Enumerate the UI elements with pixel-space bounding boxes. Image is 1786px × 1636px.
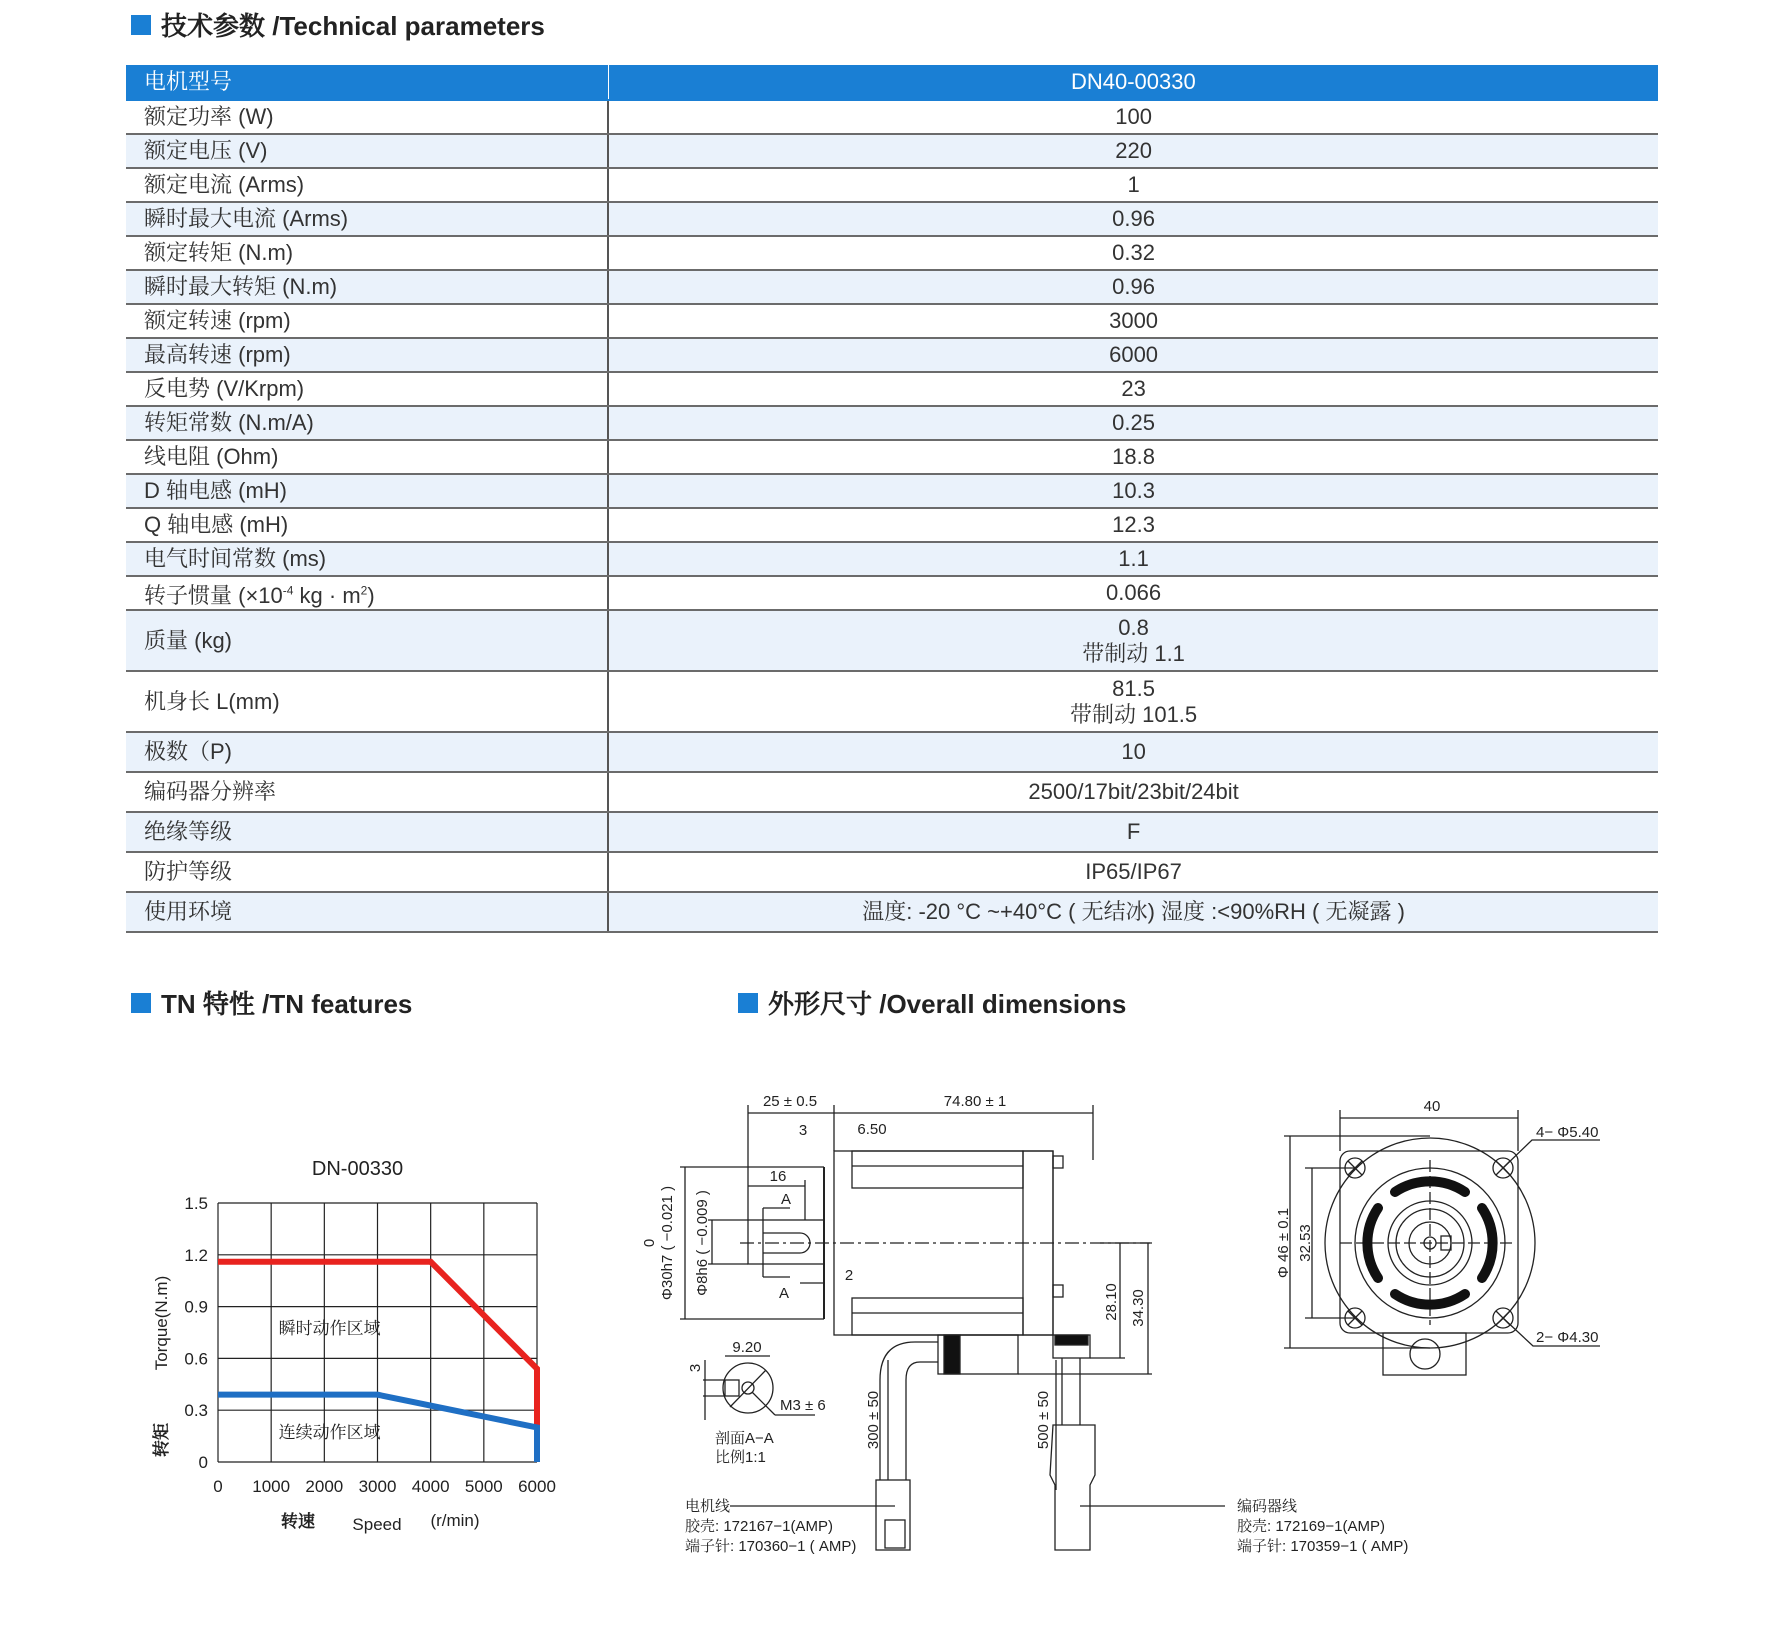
label-text: 额定转速 (rpm) (144, 308, 291, 333)
y-tick-label: 0.6 (184, 1349, 208, 1369)
table-row (126, 732, 1658, 772)
dim-height-2: 34.30 (1130, 1289, 1147, 1327)
x-tick-label: 5000 (464, 1477, 503, 1496)
table-row (126, 304, 1658, 338)
dim-hole-pitch: 32.53 (1297, 1224, 1314, 1262)
label-text: 机身长 L(mm) (144, 688, 280, 714)
x-tick-label: 0 (213, 1477, 223, 1496)
tn-chart (120, 1130, 590, 1550)
x-tick-label: 4000 (411, 1477, 450, 1496)
value-text: 100 (1115, 104, 1152, 129)
scale-label: 比例1:1 (715, 1449, 766, 1466)
dim-key-width: 9.20 (732, 1339, 762, 1356)
label-text: 编码器分辨率 (144, 779, 277, 804)
dim-flange-tolerance: 0 (641, 1238, 658, 1248)
label-text: 绝缘等级 (144, 819, 233, 844)
table-row (126, 134, 1658, 168)
label-text: 极数（P) (144, 739, 233, 764)
label-text: 转子惯量 ($\times 10^{-4}$ kg · $m^2$) (144, 582, 375, 608)
param-label (126, 406, 608, 440)
param-label (126, 270, 608, 304)
dim-shaft-length: 25 ± 0.5 (762, 1093, 818, 1110)
motor-cable-title: 电机线 (685, 1498, 731, 1515)
param-label (126, 610, 608, 671)
param-label (126, 134, 608, 168)
value-text: 0.25 (1112, 410, 1155, 435)
table-row (126, 772, 1658, 812)
label-text: D 轴电感 (mH) (144, 478, 287, 503)
param-label (126, 236, 608, 270)
table-row (126, 202, 1658, 236)
param-label (126, 732, 608, 772)
table-row (126, 812, 1658, 852)
param-value (608, 772, 1658, 812)
value-text: 0.32 (1112, 240, 1155, 265)
label-text: 额定电流 (Arms) (144, 172, 305, 197)
param-label (126, 508, 608, 542)
table-row (126, 542, 1658, 576)
y-tick-label: 0 (198, 1453, 208, 1472)
param-label (126, 440, 608, 474)
x-axis-label-cn: 转速 (281, 1512, 315, 1531)
param-value (608, 508, 1658, 542)
dim-height-1: 28.10 (1103, 1283, 1120, 1321)
chart-title: DN-00330 (311, 1158, 404, 1180)
param-value (608, 406, 1658, 440)
table-header-row (126, 65, 1658, 100)
table-row (126, 168, 1658, 202)
value-text: 2500/17bit/23bit/24bit (1028, 779, 1239, 804)
encoder-cable-housing: 胶壳: 172169−1(AMP) (1237, 1518, 1385, 1535)
value-text: 0.96 (1112, 206, 1155, 231)
section-marker-icon (738, 993, 758, 1013)
dim-gap: 2 (844, 1267, 854, 1284)
table-row (126, 270, 1658, 304)
table-row (126, 852, 1658, 892)
label-text: 防护等级 (144, 859, 233, 884)
table-row-length (126, 671, 1658, 732)
value-text-brake: 带制动 101.5 (1069, 701, 1198, 727)
y-axis-label: Torque(N.m) (152, 1275, 171, 1371)
value-text: 10 (1121, 739, 1146, 764)
table-row (126, 236, 1658, 270)
value-text: 1 (1127, 172, 1140, 197)
param-value (608, 610, 1658, 671)
header-label: 电机型号 (126, 65, 608, 100)
section-marker-icon (131, 15, 151, 35)
param-value (608, 732, 1658, 772)
header-model: DN40-00330 (608, 65, 1658, 100)
value-text: F (1126, 819, 1141, 844)
y-tick-label: 1.5 (184, 1194, 208, 1213)
param-label (126, 671, 608, 732)
table-row (126, 100, 1658, 134)
x-tick-label: 1000 (252, 1477, 291, 1496)
value-text: 0.96 (1112, 274, 1155, 299)
param-label (126, 892, 608, 932)
label-text: 使用环境 (144, 899, 233, 924)
y-axis-label-cn: 转矩 (152, 1423, 171, 1457)
param-value (608, 304, 1658, 338)
encoder-cable-title: 编码器线 (1237, 1498, 1298, 1515)
spec-table (126, 65, 1658, 933)
value-text: IP65/IP67 (1085, 859, 1182, 884)
param-label (126, 812, 608, 852)
dim-holes-2: 2− Φ4.30 (1536, 1329, 1599, 1346)
annotation-peak: 瞬时动作区域 (278, 1319, 381, 1339)
label-text: 反电势 (V/Krpm) (144, 376, 305, 401)
section-mark-top: A (780, 1191, 792, 1208)
param-value (608, 338, 1658, 372)
label-text: 额定功率 (W) (144, 104, 274, 129)
param-value (608, 576, 1658, 610)
dim-flange: 3 (798, 1122, 808, 1139)
value-text: 18.8 (1112, 444, 1155, 469)
value-text: 81.5 (1112, 675, 1155, 701)
param-label (126, 168, 608, 202)
value-text: 0.066 (1106, 580, 1162, 605)
x-tick-label: 3000 (358, 1477, 397, 1496)
dim-thread: M3 ± 6 (780, 1397, 826, 1414)
x-axis-unit: (r/min) (430, 1511, 480, 1530)
y-tick-label: 0.9 (184, 1297, 208, 1317)
section-title-tn: TN 特性 /TN features (131, 984, 412, 1021)
param-value (608, 168, 1658, 202)
dim-shaft-diameter: Φ8h6 ( −0.009 ) (694, 1190, 711, 1296)
param-value (608, 100, 1658, 134)
value-text: 220 (1115, 138, 1152, 163)
value-text: 0.8 (1118, 614, 1149, 640)
param-value (608, 236, 1658, 270)
label-text: 线电阻 (Ohm) (144, 444, 279, 469)
param-value (608, 852, 1658, 892)
label-text: 额定电压 (V) (144, 138, 268, 163)
param-value (608, 440, 1658, 474)
section-title-dimensions: 外形尺寸 /Overall dimensions (738, 984, 1126, 1021)
label-text: 额定转矩 (N.m) (144, 240, 294, 265)
param-label (126, 372, 608, 406)
section-marker-icon (131, 993, 151, 1013)
table-row (126, 440, 1658, 474)
param-label (126, 202, 608, 236)
table-row (126, 372, 1658, 406)
x-tick-label: 6000 (518, 1477, 556, 1496)
dim-pcd: Φ 46 ± 0.1 (1275, 1207, 1292, 1279)
section-mark-bottom: A (778, 1285, 790, 1302)
y-tick-label: 0.3 (184, 1401, 208, 1421)
dim-holes-1: 4− Φ5.40 (1536, 1124, 1599, 1141)
param-value (608, 372, 1658, 406)
param-value (608, 542, 1658, 576)
annotation-continuous: 连续动作区域 (278, 1422, 381, 1442)
table-row (126, 474, 1658, 508)
dim-flange-diameter: Φ30h7 ( −0.021 ) (659, 1185, 676, 1301)
table-row (126, 338, 1658, 372)
table-row-inertia (126, 576, 1658, 610)
param-value (608, 812, 1658, 852)
param-value (608, 671, 1658, 732)
value-text: 6000 (1109, 342, 1159, 367)
param-value (608, 474, 1658, 508)
value-text: 23 (1121, 376, 1146, 401)
param-label (126, 576, 608, 610)
dim-key-length: 16 (769, 1168, 787, 1185)
section-label: 剖面A−A (715, 1430, 774, 1447)
dim-encoder-cable: 500 ± 50 (1035, 1390, 1052, 1450)
table-row (126, 892, 1658, 932)
table-row (126, 406, 1658, 440)
param-label (126, 338, 608, 372)
value-text: 12.3 (1112, 512, 1155, 537)
param-value (608, 202, 1658, 236)
param-label (126, 100, 608, 134)
label-text: 瞬时最大转矩 (N.m) (144, 274, 338, 299)
table-row-mass (126, 610, 1658, 671)
label-text: 转矩常数 (N.m/A) (144, 410, 314, 435)
label-text: 最高转速 (rpm) (144, 342, 291, 367)
section-title-technical: 技术参数 /Technical parameters (131, 6, 545, 43)
dim-key-height: 3 (687, 1363, 704, 1373)
param-label (126, 542, 608, 576)
param-value (608, 892, 1658, 932)
dimension-drawing (640, 1080, 1786, 1636)
param-label (126, 474, 608, 508)
motor-cable-pin: 端子针: 170360−1 ( AMP) (685, 1538, 857, 1555)
param-label (126, 852, 608, 892)
label-text: 电气时间常数 (ms) (144, 546, 327, 571)
param-value (608, 134, 1658, 168)
value-text: 10.3 (1112, 478, 1155, 503)
motor-cable-housing: 胶壳: 172167−1(AMP) (685, 1518, 833, 1535)
dim-width: 40 (1423, 1098, 1441, 1115)
value-text: 3000 (1109, 308, 1159, 333)
x-axis-label: Speed (352, 1515, 402, 1534)
param-value (608, 270, 1658, 304)
label-text: 质量 (kg) (144, 627, 233, 653)
encoder-cable-pin: 端子针: 170359−1 ( AMP) (1237, 1538, 1409, 1555)
dim-rib: 6.50 (857, 1121, 887, 1138)
param-label (126, 304, 608, 338)
y-tick-label: 1.2 (184, 1245, 208, 1265)
param-label (126, 772, 608, 812)
value-text-brake: 带制动 1.1 (1082, 640, 1185, 666)
table-row (126, 508, 1658, 542)
value-text: 温度: -20 °C ~+40°C ( 无结冰) 湿度 :<90%RH ( 无凝露 ) (862, 899, 1405, 924)
dim-motor-cable: 300 ± 50 (865, 1390, 882, 1450)
label-text: Q 轴电感 (mH) (144, 512, 289, 537)
dim-body-length: 74.80 ± 1 (943, 1093, 1007, 1110)
x-tick-label: 2000 (305, 1477, 344, 1496)
value-text: 1.1 (1118, 546, 1149, 571)
label-text: 瞬时最大电流 (Arms) (144, 206, 349, 231)
